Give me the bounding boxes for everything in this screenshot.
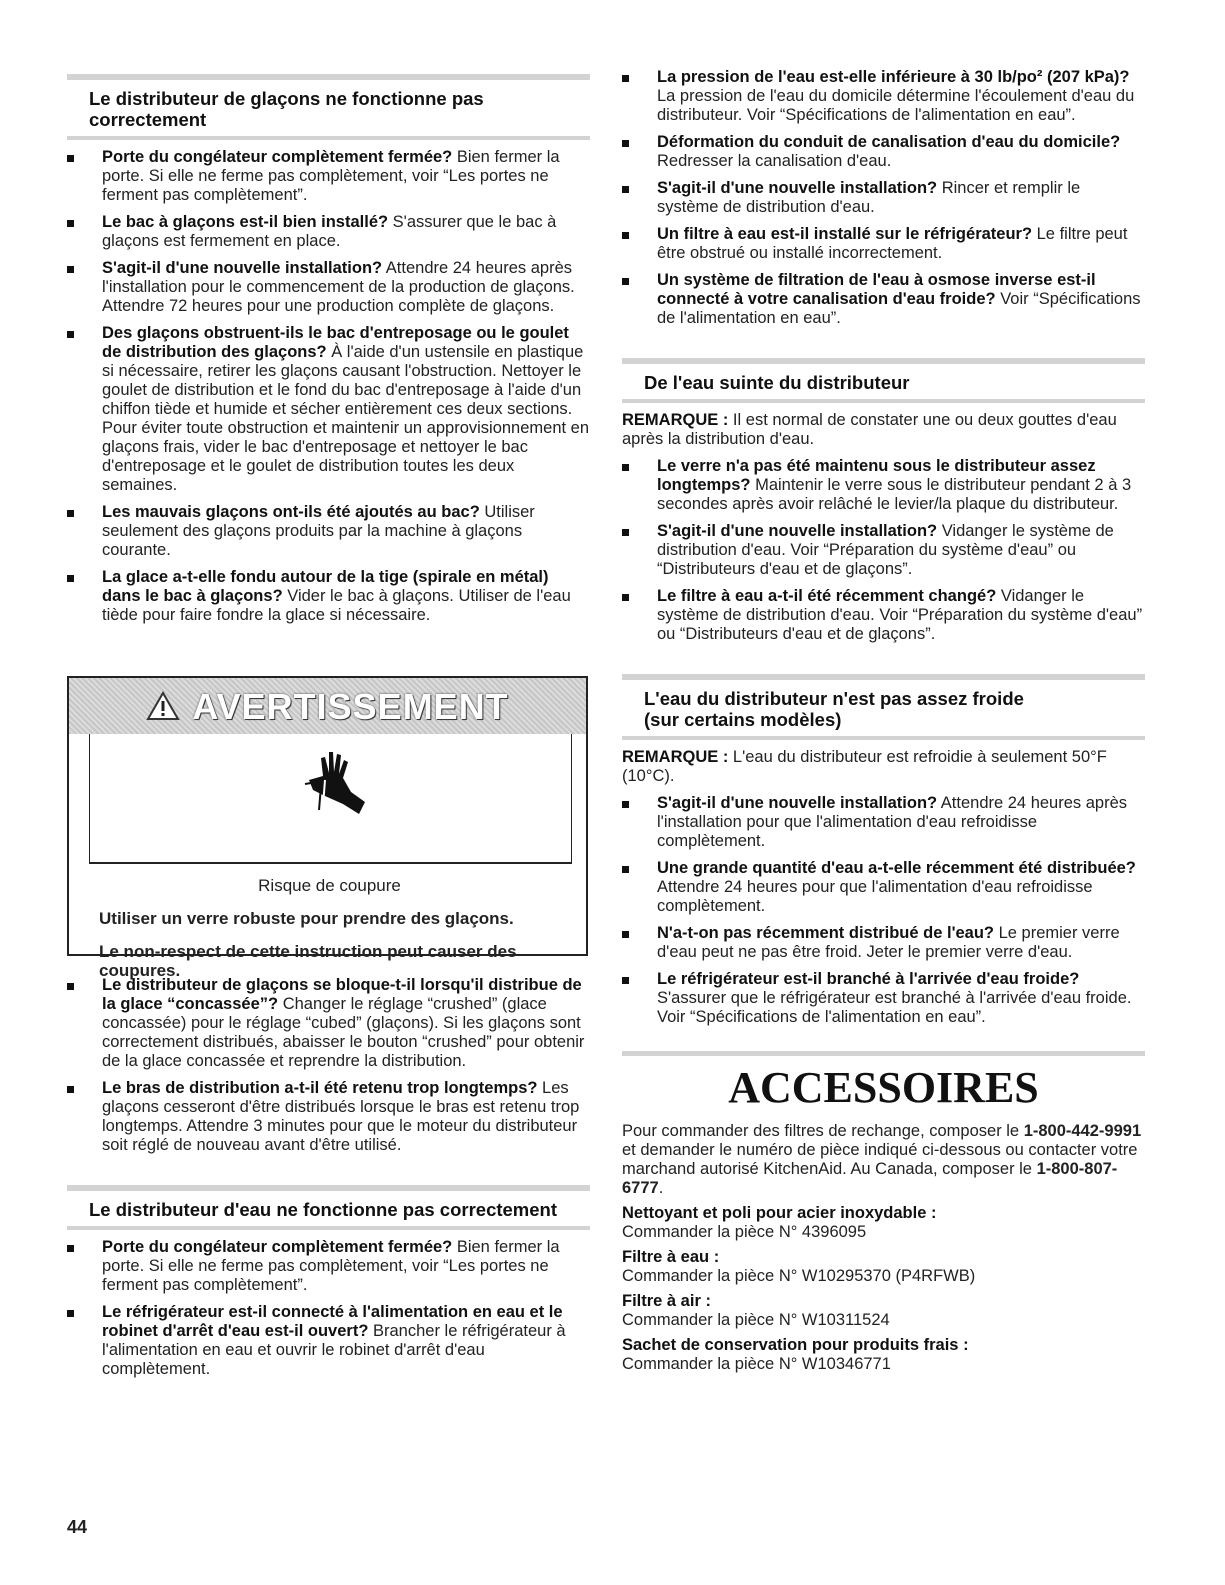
list-item	[67, 976, 590, 1071]
accessories-title: ACCESSOIRES	[728, 1063, 1039, 1112]
item-answer: S'assurer que le réfrigérateur est branché à l'arrivée d'eau froide. Voir “Spécifications de l'alimentation en eau”.	[657, 989, 1132, 1026]
item-question: Un système de filtration de l'eau à osmose inverse est-il connecté à votre canalisation d'eau froide?	[657, 271, 1096, 308]
item-answer: Le premier verre d'eau peut ne pas être froid. Jeter le premier verre d'eau.	[657, 924, 1120, 961]
warning-banner	[69, 678, 586, 734]
section-accessories	[622, 1122, 1145, 1374]
item-question: La glace a-t-elle fondu autour de la tige (spirale en métal) dans le bac à glaçons?	[102, 568, 549, 605]
warning-line-2: Le non-respect de cette instruction peut causer des coupures.	[99, 942, 517, 980]
section-divider	[622, 1051, 1145, 1056]
part-label: Nettoyant et poli pour acier inoxydable :	[622, 1204, 937, 1222]
alert-triangle-icon	[146, 691, 180, 721]
item-answer: Redresser la canalisation d'eau.	[657, 152, 892, 170]
warning-image-area	[89, 734, 572, 864]
list-item	[67, 1238, 590, 1295]
note	[622, 748, 1145, 786]
item-answer: Brancher le réfrigérateur à l'alimentation en eau et ouvrir le robinet d'arrêt d'eau complètement.	[102, 1322, 566, 1378]
item-question: Le verre n'a pas été maintenu sous le distributeur assez longtemps?	[657, 457, 1096, 494]
part-label: Filtre à air :	[622, 1292, 711, 1310]
list-item	[622, 179, 1145, 217]
list-item	[622, 794, 1145, 851]
item-answer: Les glaçons cesseront d'être distribués lorsque le bras est retenu trop longtemps. Attendre 3 minutes pour que le moteur du distributeur soit réglé de nouveau avant d'être utilisé.	[102, 1079, 580, 1154]
warning-risk-title: Risque de coupure	[258, 876, 401, 895]
item-answer: Attendre 24 heures pour que l'alimentation d'eau refroidisse complètement.	[657, 878, 1093, 915]
phone-number-canada: 1-800-807-6777	[622, 1160, 1118, 1197]
note-text: Il est normal de constater une ou deux gouttes d'eau après la distribution d'eau.	[622, 411, 1117, 448]
item-question: S'agit-il d'une nouvelle installation?	[657, 794, 938, 812]
part-label: Filtre à eau :	[622, 1248, 720, 1266]
intro-text: et demander le numéro de pièce indiqué ci-dessous ou contacter votre marchand autorisé KitchenAid. Au Canada, composer le	[622, 1141, 1138, 1178]
list-item	[622, 457, 1145, 514]
section-heading	[67, 74, 590, 140]
checklist	[622, 794, 1145, 1027]
item-answer: Voir “Spécifications de l'alimentation en eau”.	[657, 290, 1141, 327]
phone-number-us: 1-800-442-9991	[1023, 1122, 1142, 1140]
item-answer: À l'aide d'un ustensile en plastique si nécessaire, retirer les glaçons causant l'obstruction. Nettoyer le goulet de distribution et le fond du bac d'entreposage à l'aide d'un chiffon tiède et humide et sécher entièrement ces deux sections. Pour éviter toute obstruction et maintenir un approvisionnement en glaçons frais, vider le bac d'entreposage et nettoyer le bac d'entreposage et le goulet de distribution toutes les deux semaines.	[102, 343, 590, 494]
section-heading	[67, 1185, 590, 1230]
heading-line-1: L'eau du distributeur n'est pas assez froide	[644, 688, 1024, 709]
section-ice-dispenser-continued	[67, 968, 590, 1155]
heading-line-1: Le distributeur de glaçons ne fonctionne pas	[89, 88, 484, 109]
item-answer: Rincer et remplir le système de distribution d'eau.	[657, 179, 1081, 216]
item-question: S'agit-il d'une nouvelle installation?	[102, 259, 383, 277]
list-item	[622, 68, 1145, 125]
item-question: Porte du congélateur complètement fermée?	[102, 148, 453, 166]
list-item	[622, 522, 1145, 579]
list-item	[67, 148, 590, 205]
item-question: Le bac à glaçons est-il bien installé?	[102, 213, 389, 231]
part-number: Commander la pièce N° W10311524	[622, 1311, 890, 1329]
item-question: Un filtre à eau est-il installé sur le réfrigérateur?	[657, 225, 1033, 243]
item-answer: Changer le réglage “crushed” (glace concassée) pour le réglage “cubed” (glaçons). Si les glaçons sont correctement distribués, abaisser le bouton “crushed” pour obtenir de la glace concassée et reprendre la distribution.	[102, 995, 585, 1070]
item-question: Le bras de distribution a-t-il été retenu trop longtemps?	[102, 1079, 538, 1097]
item-answer: Vidanger le système de distribution d'eau. Voir “Préparation du système d'eau” ou “Distributeurs d'eau et de glaçons”.	[657, 522, 1114, 578]
item-answer: Vidanger le système de distribution d'eau. Voir “Préparation du système d'eau” ou “Distributeurs d'eau et de glaçons”.	[657, 587, 1143, 643]
item-question: N'a-t-on pas récemment distribué de l'eau?	[657, 924, 995, 942]
intro-text: .	[658, 1179, 664, 1197]
list-item	[622, 859, 1145, 916]
warning-box	[67, 676, 588, 980]
checklist	[622, 457, 1145, 644]
item-question: Les mauvais glaçons ont-ils été ajoutés au bac?	[102, 503, 480, 521]
hand-cut-icon	[295, 740, 375, 825]
item-question: Porte du congélateur complètement fermée?	[102, 1238, 453, 1256]
item-answer: Maintenir le verre sous le distributeur pendant 2 à 3 secondes après avoir relâché le levier/la plaque du distributeur.	[657, 476, 1132, 513]
item-question: Le réfrigérateur est-il branché à l'arrivée d'eau froide?	[657, 970, 1080, 988]
part-number: Commander la pièce N° 4396095	[622, 1223, 867, 1241]
list-item	[67, 1079, 590, 1155]
section-ice-dispenser	[67, 74, 590, 625]
part-number: Commander la pièce N° W10295370 (P4RFWB)	[622, 1267, 976, 1285]
list-item	[67, 259, 590, 316]
list-item	[622, 970, 1145, 1027]
section-heading	[622, 674, 1145, 740]
item-question: S'agit-il d'une nouvelle installation?	[657, 179, 938, 197]
checklist	[67, 148, 590, 625]
note-text: L'eau du distributeur est refroidie à seulement 50°F (10°C).	[622, 748, 1107, 785]
accessories-intro	[622, 1122, 1145, 1198]
item-question: S'agit-il d'une nouvelle installation?	[657, 522, 938, 540]
note	[622, 411, 1145, 449]
section-heading	[622, 358, 1145, 403]
item-question: Le distributeur de glaçons se bloque-t-il lorsqu'il distribue de la glace “concassée”?	[102, 976, 582, 1013]
item-question: Des glaçons obstruent-ils le bac d'entreposage ou le goulet de distribution des glaçons?	[102, 324, 569, 361]
item-question: Le réfrigérateur est-il connecté à l'alimentation en eau et le robinet d'arrêt d'eau est-il ouvert?	[102, 1303, 563, 1340]
list-item	[622, 587, 1145, 644]
part-number: Commander la pièce N° W10346771	[622, 1355, 891, 1373]
list-item	[622, 133, 1145, 171]
item-answer: Utiliser seulement des glaçons produits par la machine à glaçons courante.	[102, 503, 535, 559]
warning-title: AVERTISSEMENT	[192, 685, 509, 727]
item-answer: La pression de l'eau du domicile détermine l'écoulement d'eau du distributeur. Voir “Spécifications de l'alimentation en eau”.	[657, 87, 1135, 124]
list-item	[67, 503, 590, 560]
heading-line-2: correctement	[89, 109, 207, 130]
item-answer: Bien fermer la porte. Si elle ne ferme pas complètement, voir “Les portes ne ferment pas complètement”.	[102, 1238, 560, 1294]
item-answer: Vider le bac à glaçons. Utiliser de l'eau tiède pour faire fondre la glace si nécessaire.	[102, 587, 571, 624]
note-label: REMARQUE :	[622, 748, 729, 766]
checklist	[67, 976, 590, 1155]
list-item	[67, 1303, 590, 1379]
checklist	[67, 1238, 590, 1379]
heading-line-1: Le distributeur d'eau ne fonctionne pas correctement	[89, 1199, 558, 1220]
warning-line-1: Utiliser un verre robuste pour prendre des glaçons.	[99, 909, 514, 928]
item-answer: Le filtre peut être obstrué ou installé incorrectement.	[657, 225, 1128, 262]
item-question: Déformation du conduit de canalisation d'eau du domicile?	[657, 133, 1121, 151]
section-water-dispenser	[67, 1185, 590, 1379]
warning-text	[89, 864, 570, 980]
part-label: Sachet de conservation pour produits frais :	[622, 1336, 969, 1354]
item-answer: S'assurer que le bac à glaçons est fermement en place.	[102, 213, 557, 250]
item-answer: Bien fermer la porte. Si elle ne ferme pas complètement, voir “Les portes ne ferment pas complètement”.	[102, 148, 560, 204]
page-number: 44	[67, 1517, 88, 1537]
intro-text: Pour commander des filtres de rechange, composer le	[622, 1122, 1024, 1140]
list-item	[622, 225, 1145, 263]
item-answer: Attendre 24 heures après l'installation pour le commencement de la production de glaçons. Attendre 72 heures pour une production complète de glaçons.	[102, 259, 575, 315]
item-question: Le filtre à eau a-t-il été récemment changé?	[657, 587, 997, 605]
list-item	[67, 568, 590, 625]
list-item	[622, 924, 1145, 962]
checklist	[622, 68, 1145, 328]
list-item	[67, 213, 590, 251]
list-item	[67, 324, 590, 495]
section-water-leak	[622, 358, 1145, 644]
item-question: Une grande quantité d'eau a-t-elle récemment été distribuée?	[657, 859, 1136, 877]
heading-line-2: (sur certains modèles)	[644, 709, 842, 730]
heading-line-1: De l'eau suinte du distributeur	[644, 372, 910, 393]
item-question: La pression de l'eau est-elle inférieure à 30 lb/po² (207 kPa)?	[657, 68, 1130, 86]
note-label: REMARQUE :	[622, 411, 729, 429]
item-answer: Attendre 24 heures après l'installation pour que l'alimentation d'eau refroidisse complètement.	[657, 794, 1128, 850]
section-water-dispenser-continued	[622, 60, 1145, 328]
list-item	[622, 271, 1145, 328]
section-water-not-cold	[622, 674, 1145, 1027]
